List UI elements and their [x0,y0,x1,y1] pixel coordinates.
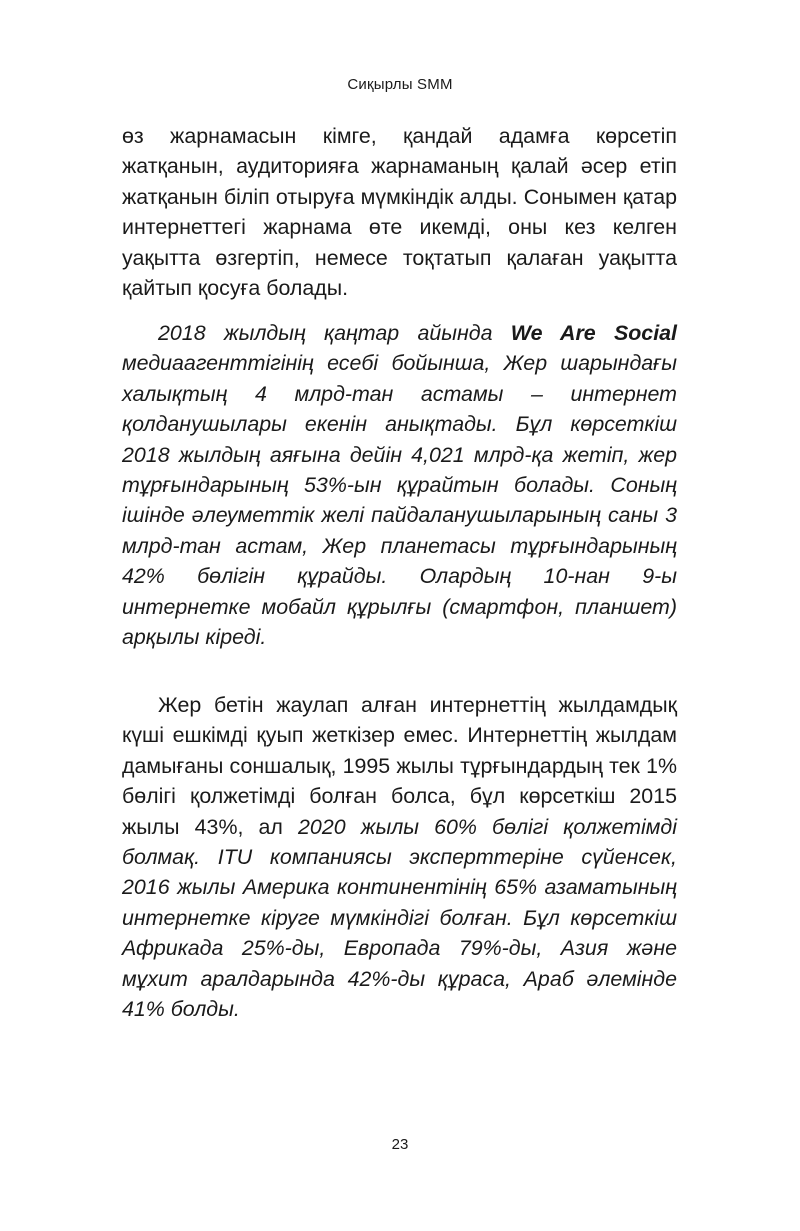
body-paragraph-3 [122,690,677,1024]
paragraph-2-lead: 2018 жылдың қаңтар айында [158,321,511,345]
paragraph-3-regular: Жер бетін жаулап алған интернеттің жылдамдық күші ешкімді қуып жеткізер емес. Интернеттің жылдам дамығаны соншалық, 1995 жылы тұрғындардың тек 1% бөлігі қолжетімді болған болса, бұл көрсеткіш 2015 жылы 43%, ал [122,693,677,839]
paragraph-2-rest: медиаагенттігінің есебі бойынша, Жер шарындағы халықтың 4 млрд-тан астамы – интернет қолданушылары екенін анықтады. Бұл көрсеткіш 2018 жылдың аяғына дейін 4,021 млрд-қа жетіп, жер тұрғындарының 53%-ын құрайтын болады. Соның ішінде әлеуметтік желі пайдаланушыларының саны 3 млрд-тан астам, Жер планетасы тұрғындарының 42% бөлігін құрайды. Олардың 10-нан 9-ы интернетке мобайл құрылғы (смартфон, планшет) арқылы кіреді. [122,351,677,650]
body-paragraph-1: өз жарнамасын кімге, қандай адамға көрсетіп жатқанын, аудиторияға жарнаманың қалай әсер етіп жатқанын біліп отыруға мүмкіндік алды. Сонымен қатар интернеттегі жарнама өте икемді, оны кез келген уақытта өзгертіп, немесе тоқтатып қалаған уақытта қайтып қосуға болады. [122,124,677,301]
running-header: Сиқырлы SMM [347,76,453,93]
paragraph-3-italic: 2020 жылы 60% бөлігі қолжетімді болмақ. ITU компаниясы эксперттеріне сүйенсек, 2016 жылы Америка континентінің 65% азаматының интернетке кіруге мүмкіндігі болған. Бұл көрсеткіш Африкада 25%-ды, Европада 79%-ды, Азия және мұхит аралдарында 42%-ды құраса, Араб әлемінде 41% болды. [122,814,677,1022]
brand-name: We Are Social [510,321,677,345]
body-paragraph-2 [122,318,677,652]
page-number: 23 [391,1136,409,1153]
